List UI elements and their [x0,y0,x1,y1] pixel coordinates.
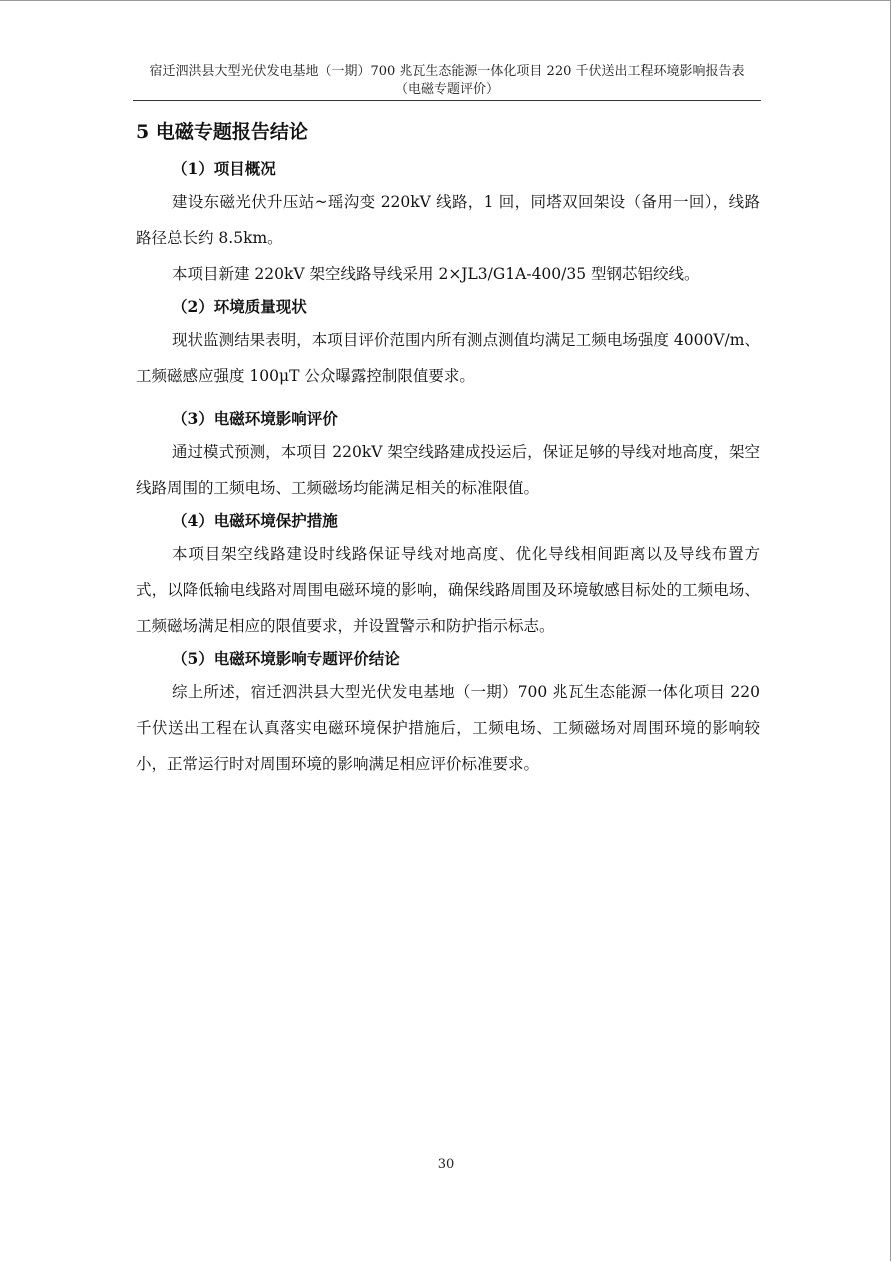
header-divider [133,100,761,101]
header-title: 宿迁泗洪县大型光伏发电基地（一期）700 兆瓦生态能源一体化项目 220 千伏送出工程环境影响报告表 [149,64,745,79]
subsection-impact-assessment [136,404,760,506]
subsection-project-overview [136,154,760,292]
subsection-protection-measures [136,506,760,644]
subsection-conclusion [136,644,760,782]
page-header [133,63,761,99]
spacer [136,394,760,404]
page-number: 30 [437,1157,455,1172]
subsection-heading: （2）环境质量现状 [172,297,307,316]
paragraph: 本项目新建 220kV 架空线路导线采用 2×JL3/G1A-400/35 型钢芯铝绞线。 [172,265,700,283]
subsection-heading: （4）电磁环境保护措施 [172,511,338,530]
header-subtitle: （电磁专题评价） [394,82,499,97]
paragraph: 综上所述，宿迁泗洪县大型光伏发电基地（一期）700 兆瓦生态能源一体化项目 220 千伏送出工程在认真落实电磁环境保护措施后，工频电场、工频磁场对周围环境的影响较小，正常运行时对周围环境的影响满足相应评价标准要求。 [136,683,760,773]
subsection-heading: （1）项目概况 [172,159,276,178]
paragraph: 通过模式预测，本项目 220kV 架空线路建成投运后，保证足够的导线对地高度，架空线路周围的工频电场、工频磁场均能满足相关的标准限值。 [136,443,760,497]
subsection-heading: （3）电磁环境影响评价 [172,409,338,428]
subsection-environment-status [136,292,760,394]
paragraph: 建设东磁光伏升压站~瑶沟变 220kV 线路，1 回，同塔双回架设（备用一回），线路路径总长约 8.5km。 [136,193,760,247]
document-body [136,118,760,782]
section-title: 5 电磁专题报告结论 [136,121,308,143]
paragraph: 现状监测结果表明，本项目评价范围内所有测点测值均满足工频电场强度 4000V/m、工频磁感应强度 100μT 公众曝露控制限值要求。 [136,331,760,385]
paragraph: 本项目架空线路建设时线路保证导线对地高度、优化导线相间距离以及导线布置方式，以降低输电线路对周围电磁环境的影响，确保线路周围及环境敏感目标处的工频电场、工频磁场满足相应的限值要求，并设置警示和防护指示标志。 [136,545,760,635]
subsection-heading: （5）电磁环境影响专题评价结论 [172,649,400,668]
